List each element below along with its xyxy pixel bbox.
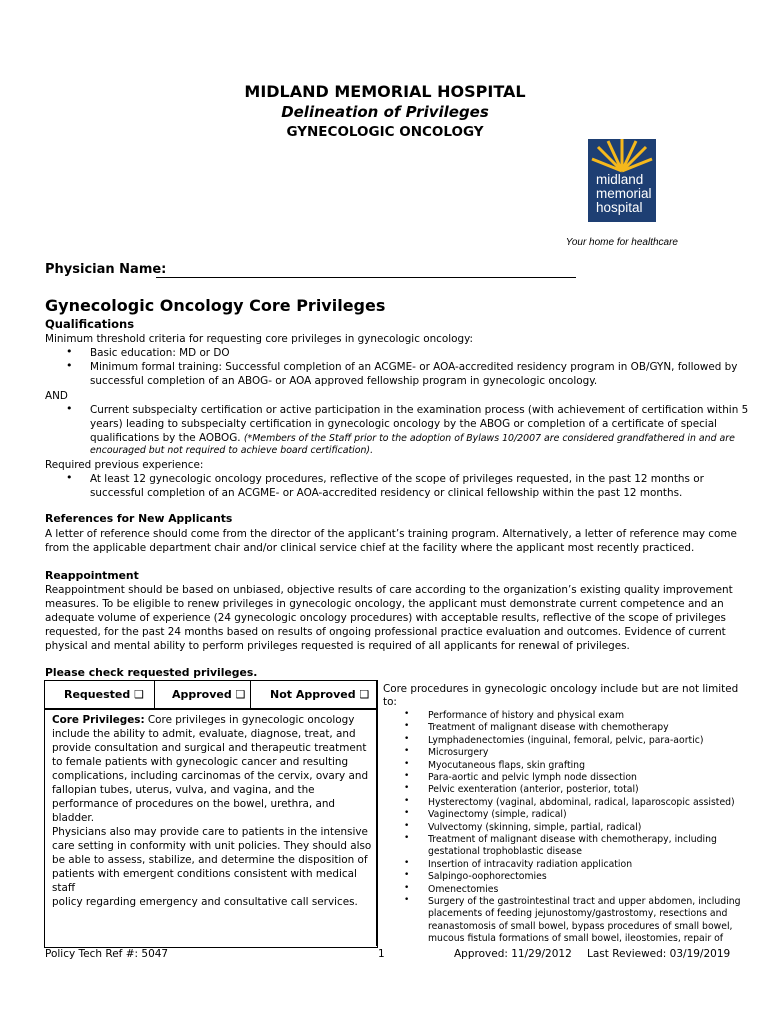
core-line: Physicians also may provide care to patients in the intensive [52, 826, 368, 838]
procedure-item: Lymphadenectomies (inguinal, femoral, pelvic, para-aortic) [428, 734, 704, 746]
logo-line-2: memorial [596, 186, 652, 201]
procedure-item: Omenectomies [428, 883, 499, 895]
bullet-icon: • [404, 758, 410, 769]
requested-label: Requested [64, 688, 131, 701]
checkbox-icon[interactable]: ❑ [235, 688, 246, 701]
core-line: Core privileges in gynecologic oncology [144, 714, 355, 726]
hospital-logo [588, 139, 656, 222]
qualification-training-2: successful completion of an ABOG- or AOA approved fellowship program in gynecologic oncology. [90, 375, 598, 387]
core-line: provide consultation and surgical and therapeutic treatment [52, 742, 367, 754]
bullet-icon: • [66, 402, 73, 415]
procedure-item: Para-aortic and pelvic lymph node dissection [428, 772, 637, 783]
qualification-certification-2: years) leading to subspecialty certification in gynecologic oncology by the ABOG or completion of a certificate of special [90, 418, 717, 430]
procedure-item: placements of feeding jejunostomy/gastrostomy, resections and [428, 908, 728, 920]
hospital-name: MIDLAND MEMORIAL HOSPITAL [244, 82, 526, 101]
procedure-item: Hysterectomy (vaginal, abdominal, radical, laparoscopic assisted) [428, 796, 735, 808]
section-title: Gynecologic Oncology Core Privileges [45, 296, 386, 315]
procedure-item: Salpingo-oophorectomies [428, 871, 547, 883]
bullet-icon: • [404, 808, 410, 819]
qualifications-heading: Qualifications [45, 317, 135, 331]
core-procedures-intro-1: Core procedures in gynecologic oncology include but are not limited [383, 683, 739, 695]
not-approved-label: Not Approved [270, 688, 356, 701]
core-line: be able to assess, stabilize, and determine the disposition of [52, 854, 368, 866]
reappointment-text-4: requested, for the past 24 months based on results of ongoing professional practice evaluation and outcomes. Evidence of current [45, 626, 726, 638]
physician-name-label: Physician Name: [45, 262, 167, 277]
page-number: 1 [378, 948, 385, 960]
approved-label: Approved [172, 688, 232, 701]
procedure-item: Insertion of intracavity radiation application [428, 858, 633, 870]
policy-ref: Policy Tech Ref #: 5047 [45, 948, 169, 960]
procedure-item: Performance of history and physical exam [428, 710, 625, 721]
references-text-1: A letter of reference should come from the director of the applicant’s training program. Alternatively, a letter of reference may come [45, 528, 737, 540]
bullet-icon: • [404, 833, 410, 843]
procedure-item: Myocutaneous flaps, skin grafting [428, 759, 585, 771]
column-divider [250, 680, 251, 708]
core-privileges-label: Core Privileges: [52, 714, 145, 726]
procedure-item: Microsurgery [428, 747, 489, 759]
checkbox-icon[interactable]: ❑ [134, 688, 144, 701]
reappointment-text-2: measures. To be eligible to renew privileges in gynecologic oncology, the applicant must demonstrate current competence and an [45, 598, 724, 610]
experience-2: successful completion of an ACGME- or AOA-accredited residency or clinical fellowship within the past 12 months. [90, 487, 683, 499]
core-privileges-description [52, 713, 374, 909]
bullet-icon: • [404, 870, 410, 881]
logo-line-3: hospital [596, 200, 643, 215]
procedure-item: Treatment of malignant disease with chemotherapy [428, 722, 669, 734]
bullet-icon: • [66, 359, 73, 372]
core-line: to female patients with gynecologic cancer and resulting [52, 756, 349, 768]
procedure-item: Surgery of the gastrointestinal tract and upper abdomen, including [428, 896, 741, 907]
required-experience-label: Required previous experience: [45, 459, 204, 471]
qualification-certification-3-line [90, 431, 735, 446]
approved-option[interactable] [172, 688, 245, 701]
procedure-item: reanastomosis of small bowel, bypass procedures of small bowel, [428, 920, 733, 932]
core-procedures-intro-2: to: [383, 696, 397, 708]
and-label: AND [45, 390, 68, 402]
bullet-icon: • [404, 820, 410, 831]
bullet-icon: • [404, 746, 410, 757]
references-heading: References for New Applicants [45, 512, 233, 525]
procedure-item: Treatment of malignant disease with chemotherapy, including [428, 834, 717, 845]
department-title: GYNECOLOGIC ONCOLOGY [286, 124, 484, 140]
check-privileges-heading: Please check requested privileges. [45, 666, 258, 679]
qualification-training-1: Minimum formal training: Successful completion of an ACGME- or AOA-accredited residency program in OB/GYN, followed by [90, 361, 738, 373]
core-line: complications, including carcinomas of the cervix, ovary and [52, 770, 369, 782]
checkbox-icon[interactable]: ❑ [359, 688, 370, 701]
qualifications-intro: Minimum threshold criteria for requesting core privileges in gynecologic oncology: [45, 333, 473, 345]
bullet-icon: • [404, 882, 410, 893]
bullet-icon: • [66, 345, 73, 358]
qualification-certification-1: Current subspecialty certification or active participation in the examination process (with achievement of certification within 5 [90, 404, 749, 416]
column-divider [154, 680, 155, 708]
last-reviewed-date: Last Reviewed: 03/19/2019 [587, 948, 731, 960]
approved-date: Approved: 11/29/2012 [454, 948, 572, 960]
grandfather-note-2: encouraged but not required to achieve board certification). [90, 445, 374, 456]
core-line: patients with emergent conditions consistent with medical staff [52, 868, 357, 894]
procedure-item: Vaginectomy (simple, radical) [428, 809, 567, 821]
procedure-item: Vulvectomy (skinning, simple, partial, radical) [428, 821, 642, 833]
document-subtitle: Delineation of Privileges [281, 103, 489, 121]
not-approved-option[interactable] [270, 688, 369, 701]
procedure-item: Pelvic exenteration (anterior, posterior, total) [428, 784, 639, 796]
bullet-icon: • [404, 857, 410, 868]
bullet-icon: • [404, 783, 410, 794]
bullet-icon: • [66, 471, 73, 484]
references-text-2: from the applicable department chair and/or clinical service chief at the facility where the applicant most recently practiced. [45, 542, 695, 554]
sunburst-icon [588, 139, 656, 173]
bullet-icon: • [404, 795, 410, 806]
qualification-certification-3: qualifications by the AOBOG. [90, 432, 241, 444]
tagline: Your home for healthcare [565, 237, 678, 248]
reappointment-heading: Reappointment [45, 569, 139, 582]
logo-line-1: midland [596, 172, 644, 187]
bullet-icon: • [404, 733, 410, 744]
core-line: policy regarding emergency and consultative call services. [52, 896, 358, 908]
physician-name-field[interactable] [156, 277, 576, 278]
bullet-icon: • [404, 709, 410, 719]
procedure-item: mucous fistula formations of small bowel, ileostomies, repair of [428, 933, 724, 945]
bullet-icon: • [404, 771, 410, 781]
core-line: performance of procedures on the bowel, urethra, and bladder. [52, 798, 336, 824]
reappointment-text-1: Reappointment should be based on unbiased, objective results of care according to the organization’s existing quality improvement [45, 584, 733, 596]
core-line: fallopian tubes, uterus, vulva, and vagina, and the [52, 784, 315, 796]
core-line: care setting in conformity with unit policies. They should also [52, 840, 372, 852]
bullet-icon: • [404, 895, 410, 905]
requested-option[interactable] [64, 688, 144, 701]
bullet-icon: • [404, 721, 410, 732]
reappointment-text-5: physical and mental ability to perform privileges requested is required of all applicants for renewal of privileges. [45, 640, 630, 652]
table-divider [376, 680, 377, 946]
experience-1: At least 12 gynecologic oncology procedures, reflective of the scope of privileges requested, in the past 12 months or [90, 473, 704, 485]
grandfather-note-1: (*Members of the Staff prior to the adoption of Bylaws 10/2007 are considered grandfathered in and are [243, 433, 735, 444]
reappointment-text-3: adequate volume of experience (24 gynecologic oncology procedures) with acceptable results, reflective of the scope of privileges [45, 612, 726, 624]
procedure-item: gestational trophoblastic disease [428, 846, 582, 858]
qualification-education: Basic education: MD or DO [90, 347, 230, 359]
core-line: include the ability to admit, evaluate, diagnose, treat, and [52, 728, 356, 740]
